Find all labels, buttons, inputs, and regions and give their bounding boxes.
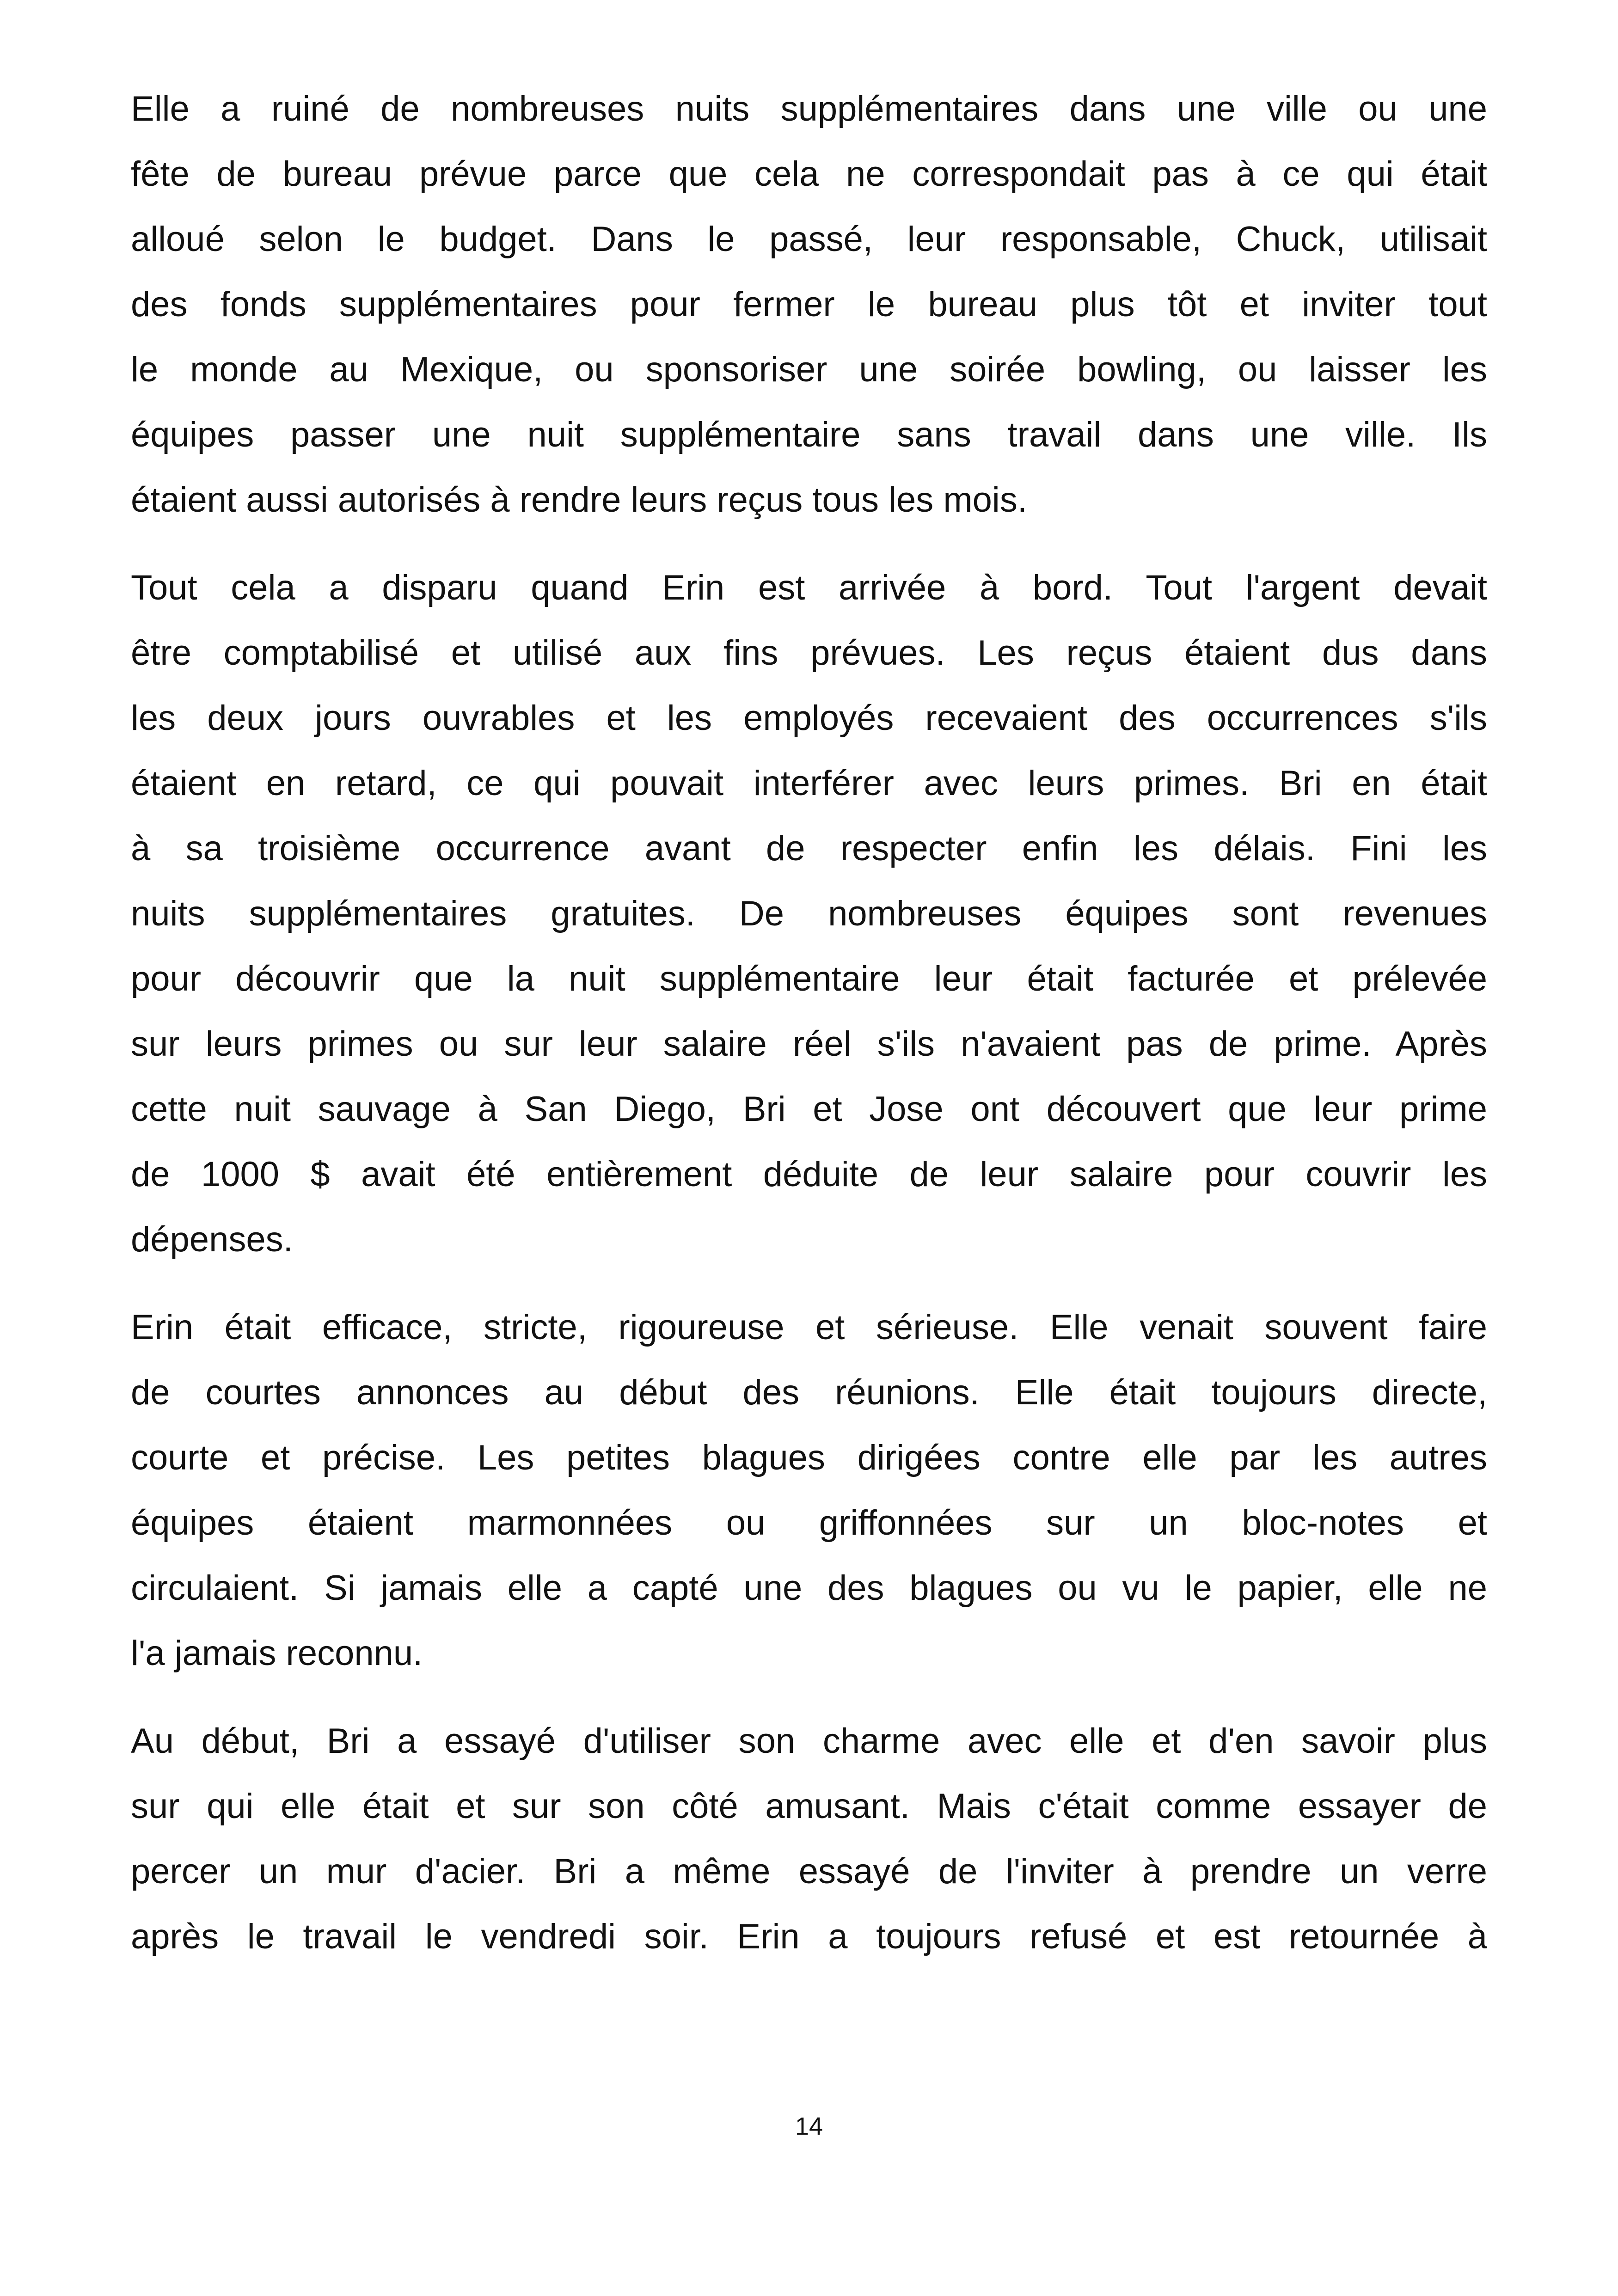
- text-line: alloué selon le budget. Dans le passé, leur responsable, Chuck, utilisait: [131, 220, 1487, 259]
- text-line: le monde au Mexique, ou sponsoriser une soirée bowling, ou laisser les: [131, 350, 1487, 389]
- text-line: équipes passer une nuit supplémentaire sans travail dans une ville. Ils: [131, 415, 1487, 454]
- text-line: de courtes annonces au début des réunions. Elle était toujours directe,: [131, 1373, 1487, 1412]
- text-line: étaient aussi autorisés à rendre leurs reçus tous les mois.: [131, 480, 1027, 520]
- text-line: pour découvrir que la nuit supplémentaire leur était facturée et prélevée: [131, 959, 1487, 998]
- text-line: l'a jamais reconnu.: [131, 1634, 423, 1673]
- paragraph-2: [131, 555, 1487, 1272]
- text-line: percer un mur d'acier. Bri a même essayé de l'inviter à prendre un verre: [131, 1852, 1487, 1891]
- text-line: équipes étaient marmonnées ou griffonnées sur un bloc-notes et: [131, 1503, 1487, 1543]
- text-line: fête de bureau prévue parce que cela ne correspondait pas à ce qui était: [131, 154, 1487, 194]
- body-text: [131, 76, 1487, 1992]
- text-line: étaient en retard, ce qui pouvait interférer avec leurs primes. Bri en était: [131, 764, 1487, 803]
- text-line: sur leurs primes ou sur leur salaire réel s'ils n'avaient pas de prime. Après: [131, 1024, 1487, 1064]
- page-number: 14: [795, 2112, 823, 2140]
- text-line: Tout cela a disparu quand Erin est arrivée à bord. Tout l'argent devait: [131, 568, 1487, 607]
- text-line: dépenses.: [131, 1220, 293, 1259]
- text-line: être comptabilisé et utilisé aux fins prévues. Les reçus étaient dus dans: [131, 633, 1487, 673]
- text-line: les deux jours ouvrables et les employés recevaient des occurrences s'ils: [131, 698, 1487, 738]
- paragraph-4: [131, 1708, 1487, 1969]
- paragraph-3: [131, 1295, 1487, 1686]
- text-line: Erin était efficace, stricte, rigoureuse et sérieuse. Elle venait souvent faire: [131, 1308, 1487, 1347]
- text-line: courte et précise. Les petites blagues dirigées contre elle par les autres: [131, 1438, 1487, 1477]
- text-line: des fonds supplémentaires pour fermer le bureau plus tôt et inviter tout: [131, 285, 1487, 324]
- text-line: sur qui elle était et sur son côté amusant. Mais c'était comme essayer de: [131, 1787, 1487, 1826]
- text-line: nuits supplémentaires gratuites. De nombreuses équipes sont revenues: [131, 894, 1487, 933]
- text-line: circulaient. Si jamais elle a capté une des blagues ou vu le papier, elle ne: [131, 1568, 1487, 1608]
- text-line: Au début, Bri a essayé d'utiliser son charme avec elle et d'en savoir plus: [131, 1721, 1487, 1761]
- text-line: après le travail le vendredi soir. Erin a toujours refusé et est retournée à: [131, 1917, 1487, 1956]
- text-line: Elle a ruiné de nombreuses nuits supplémentaires dans une ville ou une: [131, 89, 1487, 129]
- text-line: cette nuit sauvage à San Diego, Bri et Jose ont découvert que leur prime: [131, 1090, 1487, 1129]
- paragraph-1: [131, 76, 1487, 533]
- text-line: à sa troisième occurrence avant de respecter enfin les délais. Fini les: [131, 829, 1487, 868]
- text-line: de 1000 $ avait été entièrement déduite de leur salaire pour couvrir les: [131, 1155, 1487, 1194]
